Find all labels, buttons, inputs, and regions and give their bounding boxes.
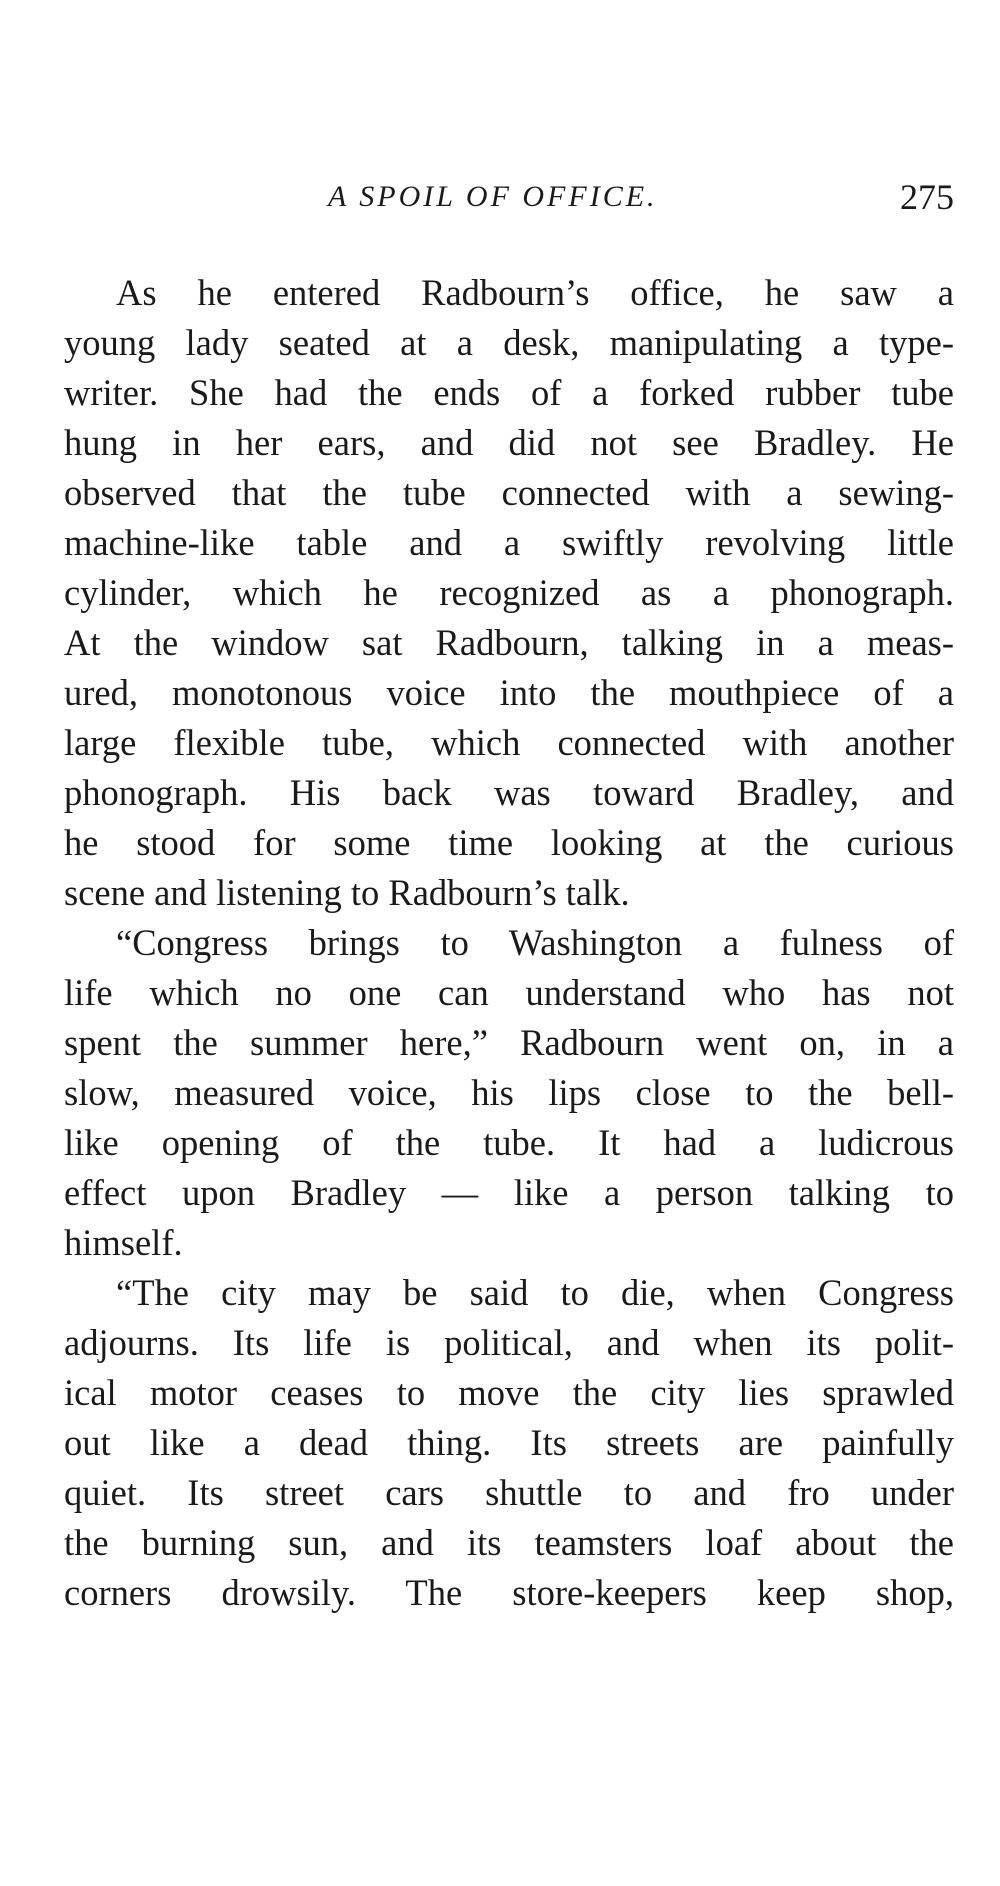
text-line: spent the summer here,” Radbourn went on, in a bbox=[64, 1022, 954, 1063]
text-line: As he entered Radbourn’s office, he saw a bbox=[116, 272, 954, 313]
text-line: out like a dead thing. Its streets are painfully bbox=[64, 1422, 954, 1463]
text-line: scene and listening to Radbourn’s talk. bbox=[64, 872, 630, 913]
body-text bbox=[64, 268, 954, 1618]
text-line: “Congress brings to Washington a fulness of bbox=[116, 922, 954, 963]
text-line: ured, monotonous voice into the mouthpiece of a bbox=[64, 672, 954, 713]
text-line: like opening of the tube. It had a ludicrous bbox=[64, 1122, 954, 1163]
text-line: large flexible tube, which connected with another bbox=[64, 722, 954, 763]
text-line: corners drowsily. The store-keepers keep shop, bbox=[64, 1572, 954, 1613]
text-line: At the window sat Radbourn, talking in a meas- bbox=[64, 622, 954, 663]
text-line: observed that the tube connected with a sewing- bbox=[64, 472, 954, 513]
text-line: adjourns. Its life is political, and when its polit- bbox=[64, 1322, 954, 1363]
text-line: quiet. Its street cars shuttle to and fro under bbox=[64, 1472, 954, 1513]
text-line: “The city may be said to die, when Congress bbox=[116, 1272, 954, 1313]
running-title: A SPOIL OF OFFICE. bbox=[328, 180, 658, 213]
text-line: life which no one can understand who has not bbox=[64, 972, 954, 1013]
text-line: hung in her ears, and did not see Bradley. He bbox=[64, 422, 954, 463]
text-line: machine-like table and a swiftly revolving little bbox=[64, 522, 954, 563]
text-line: young lady seated at a desk, manipulating a type- bbox=[64, 322, 954, 363]
text-line: himself. bbox=[64, 1222, 183, 1263]
text-line: writer. She had the ends of a forked rubber tube bbox=[64, 372, 954, 413]
text-line: effect upon Bradley — like a person talking to bbox=[64, 1172, 954, 1213]
running-head bbox=[64, 172, 954, 222]
text-line: he stood for some time looking at the curious bbox=[64, 822, 954, 863]
text-line: cylinder, which he recognized as a phonograph. bbox=[64, 572, 954, 613]
text-line: the burning sun, and its teamsters loaf about the bbox=[64, 1522, 954, 1563]
text-line: slow, measured voice, his lips close to the bell- bbox=[64, 1072, 954, 1113]
page-number: 275 bbox=[900, 177, 954, 217]
text-line: phonograph. His back was toward Bradley, and bbox=[64, 772, 954, 813]
text-line: ical motor ceases to move the city lies sprawled bbox=[64, 1372, 954, 1413]
